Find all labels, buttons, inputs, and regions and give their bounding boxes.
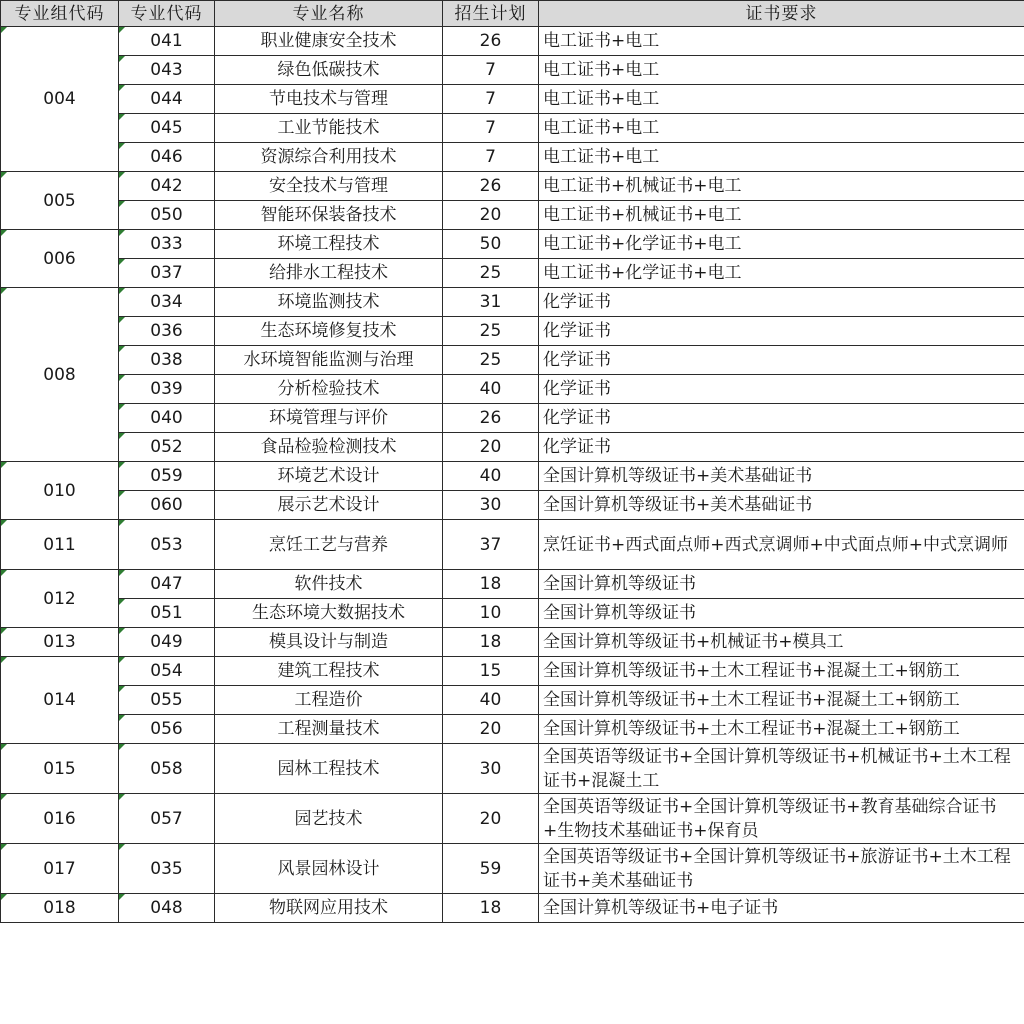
major-name-cell: 环境监测技术 (215, 288, 443, 317)
major-code-cell: 047 (119, 570, 215, 599)
group-code-cell: 013 (1, 628, 119, 657)
enrollment-plan-cell: 30 (443, 491, 539, 520)
enrollment-plan-cell: 18 (443, 894, 539, 923)
major-code-cell: 058 (119, 744, 215, 794)
major-code-cell: 052 (119, 433, 215, 462)
major-code-cell: 055 (119, 686, 215, 715)
group-code-cell: 004 (1, 27, 119, 172)
certificate-requirement-cell: 全国计算机等级证书+土木工程证书+混凝土工+钢筋工 (539, 657, 1024, 686)
certificate-requirement-cell: 化学证书 (539, 317, 1024, 346)
enrollment-plan-cell: 20 (443, 201, 539, 230)
table-row (1, 259, 1024, 288)
certificate-requirement-cell: 全国计算机等级证书+美术基础证书 (539, 462, 1024, 491)
header-enrollment-plan: 招生计划 (443, 1, 539, 27)
major-name-cell: 烹饪工艺与营养 (215, 520, 443, 570)
major-code-cell: 046 (119, 143, 215, 172)
table-row (1, 317, 1024, 346)
major-name-cell: 工程测量技术 (215, 715, 443, 744)
certificate-requirement-cell: 电工证书+机械证书+电工 (539, 201, 1024, 230)
enrollment-plan-cell: 40 (443, 686, 539, 715)
table-row (1, 172, 1024, 201)
certificate-requirement-cell: 电工证书+电工 (539, 143, 1024, 172)
enrollment-plan-cell: 37 (443, 520, 539, 570)
major-name-cell: 物联网应用技术 (215, 894, 443, 923)
enrollment-plan-cell: 26 (443, 404, 539, 433)
major-name-cell: 食品检验检测技术 (215, 433, 443, 462)
major-name-cell: 展示艺术设计 (215, 491, 443, 520)
enrollment-plan-cell: 26 (443, 172, 539, 201)
group-code-cell: 016 (1, 794, 119, 844)
major-name-cell: 职业健康安全技术 (215, 27, 443, 56)
major-name-cell: 安全技术与管理 (215, 172, 443, 201)
enrollment-plan-cell: 25 (443, 317, 539, 346)
major-name-cell: 水环境智能监测与治理 (215, 346, 443, 375)
certificate-requirement-cell: 化学证书 (539, 404, 1024, 433)
enrollment-plan-cell: 18 (443, 570, 539, 599)
table-row (1, 201, 1024, 230)
table-row (1, 744, 1024, 794)
major-code-cell: 034 (119, 288, 215, 317)
major-code-cell: 040 (119, 404, 215, 433)
certificate-requirement-cell: 电工证书+机械证书+电工 (539, 172, 1024, 201)
certificate-requirement-cell: 全国计算机等级证书+土木工程证书+混凝土工+钢筋工 (539, 686, 1024, 715)
table-body (1, 27, 1024, 923)
major-name-cell: 环境工程技术 (215, 230, 443, 259)
header-major-name: 专业名称 (215, 1, 443, 27)
major-code-cell: 037 (119, 259, 215, 288)
enrollment-plan-cell: 31 (443, 288, 539, 317)
enrollment-plan-cell: 25 (443, 346, 539, 375)
certificate-requirement-cell: 电工证书+电工 (539, 85, 1024, 114)
enrollment-plan-cell: 25 (443, 259, 539, 288)
enrollment-plan-cell: 7 (443, 114, 539, 143)
certificate-requirement-cell: 电工证书+化学证书+电工 (539, 259, 1024, 288)
table-row (1, 433, 1024, 462)
table-row (1, 491, 1024, 520)
group-code-cell: 011 (1, 520, 119, 570)
major-code-cell: 043 (119, 56, 215, 85)
enrollment-plan-cell: 40 (443, 462, 539, 491)
enrollment-plan-cell: 7 (443, 143, 539, 172)
table-row (1, 346, 1024, 375)
certificate-requirement-cell: 化学证书 (539, 375, 1024, 404)
table-row (1, 599, 1024, 628)
certificate-requirement-cell: 化学证书 (539, 433, 1024, 462)
table-row (1, 628, 1024, 657)
enrollment-plan-cell: 20 (443, 794, 539, 844)
major-name-cell: 绿色低碳技术 (215, 56, 443, 85)
major-code-cell: 057 (119, 794, 215, 844)
major-code-cell: 050 (119, 201, 215, 230)
table-row (1, 844, 1024, 894)
enrollment-plan-cell: 20 (443, 715, 539, 744)
major-name-cell: 建筑工程技术 (215, 657, 443, 686)
enrollment-plan-cell: 40 (443, 375, 539, 404)
major-name-cell: 分析检验技术 (215, 375, 443, 404)
enrollment-plan-cell: 26 (443, 27, 539, 56)
group-code-cell: 015 (1, 744, 119, 794)
group-code-cell: 008 (1, 288, 119, 462)
group-code-cell: 012 (1, 570, 119, 628)
major-name-cell: 园林工程技术 (215, 744, 443, 794)
major-code-cell: 038 (119, 346, 215, 375)
major-code-cell: 044 (119, 85, 215, 114)
certificate-requirement-cell: 电工证书+电工 (539, 114, 1024, 143)
group-code-cell: 018 (1, 894, 119, 923)
table-row (1, 85, 1024, 114)
major-code-cell: 035 (119, 844, 215, 894)
enrollment-plan-cell: 18 (443, 628, 539, 657)
major-name-cell: 园艺技术 (215, 794, 443, 844)
major-code-cell: 060 (119, 491, 215, 520)
table-row (1, 794, 1024, 844)
enrollment-plan-cell: 7 (443, 56, 539, 85)
certificate-requirement-cell: 电工证书+化学证书+电工 (539, 230, 1024, 259)
certificate-requirement-cell: 全国计算机等级证书 (539, 570, 1024, 599)
certificate-requirement-cell: 全国英语等级证书+全国计算机等级证书+机械证书+土木工程证书+混凝土工 (539, 744, 1024, 794)
major-name-cell: 智能环保装备技术 (215, 201, 443, 230)
table-row (1, 27, 1024, 56)
table-row (1, 715, 1024, 744)
table-row (1, 143, 1024, 172)
major-name-cell: 给排水工程技术 (215, 259, 443, 288)
certificate-requirement-cell: 全国英语等级证书+全国计算机等级证书+旅游证书+土木工程证书+美术基础证书 (539, 844, 1024, 894)
major-code-cell: 039 (119, 375, 215, 404)
major-name-cell: 风景园林设计 (215, 844, 443, 894)
major-name-cell: 资源综合利用技术 (215, 143, 443, 172)
major-code-cell: 041 (119, 27, 215, 56)
certificate-requirement-cell: 化学证书 (539, 288, 1024, 317)
header-major-code: 专业代码 (119, 1, 215, 27)
enrollment-plan-cell: 20 (443, 433, 539, 462)
enrollment-plan-cell: 50 (443, 230, 539, 259)
major-code-cell: 045 (119, 114, 215, 143)
table-row (1, 520, 1024, 570)
major-name-cell: 工程造价 (215, 686, 443, 715)
enrollment-plan-cell: 7 (443, 85, 539, 114)
table-row (1, 686, 1024, 715)
group-code-cell: 017 (1, 844, 119, 894)
group-code-cell: 010 (1, 462, 119, 520)
enrollment-plan-cell: 30 (443, 744, 539, 794)
major-name-cell: 环境管理与评价 (215, 404, 443, 433)
table-row (1, 404, 1024, 433)
certificate-requirement-cell: 全国英语等级证书+全国计算机等级证书+教育基础综合证书+生物技术基础证书+保育员 (539, 794, 1024, 844)
certificate-requirement-cell: 全国计算机等级证书+美术基础证书 (539, 491, 1024, 520)
group-code-cell: 014 (1, 657, 119, 744)
table-row (1, 894, 1024, 923)
table-row (1, 657, 1024, 686)
major-name-cell: 生态环境大数据技术 (215, 599, 443, 628)
certificate-requirement-cell: 全国计算机等级证书+机械证书+模具工 (539, 628, 1024, 657)
group-code-cell: 006 (1, 230, 119, 288)
table-row (1, 570, 1024, 599)
major-code-cell: 042 (119, 172, 215, 201)
major-name-cell: 环境艺术设计 (215, 462, 443, 491)
major-name-cell: 工业节能技术 (215, 114, 443, 143)
header-group-code: 专业组代码 (1, 1, 119, 27)
major-code-cell: 054 (119, 657, 215, 686)
table-row (1, 375, 1024, 404)
table-row (1, 288, 1024, 317)
major-name-cell: 模具设计与制造 (215, 628, 443, 657)
table-row (1, 114, 1024, 143)
certificate-requirement-cell: 全国计算机等级证书 (539, 599, 1024, 628)
major-code-cell: 059 (119, 462, 215, 491)
major-code-cell: 033 (119, 230, 215, 259)
enrollment-plan-cell: 10 (443, 599, 539, 628)
certificate-requirement-cell: 全国计算机等级证书+电子证书 (539, 894, 1024, 923)
table-row (1, 462, 1024, 491)
certificate-requirement-cell: 电工证书+电工 (539, 56, 1024, 85)
certificate-requirement-cell: 烹饪证书+西式面点师+西式烹调师+中式面点师+中式烹调师 (539, 520, 1024, 570)
major-code-cell: 049 (119, 628, 215, 657)
header-certificate-requirement: 证书要求 (539, 1, 1024, 27)
major-name-cell: 软件技术 (215, 570, 443, 599)
table-row (1, 56, 1024, 85)
major-code-cell: 053 (119, 520, 215, 570)
table-row (1, 230, 1024, 259)
header-row (1, 1, 1024, 27)
certificate-requirement-cell: 全国计算机等级证书+土木工程证书+混凝土工+钢筋工 (539, 715, 1024, 744)
major-name-cell: 节电技术与管理 (215, 85, 443, 114)
major-code-cell: 036 (119, 317, 215, 346)
major-code-cell: 056 (119, 715, 215, 744)
major-name-cell: 生态环境修复技术 (215, 317, 443, 346)
enrollment-plan-cell: 59 (443, 844, 539, 894)
certificate-requirement-cell: 电工证书+电工 (539, 27, 1024, 56)
certificate-requirement-cell: 化学证书 (539, 346, 1024, 375)
group-code-cell: 005 (1, 172, 119, 230)
major-code-cell: 048 (119, 894, 215, 923)
major-code-cell: 051 (119, 599, 215, 628)
enrollment-plan-cell: 15 (443, 657, 539, 686)
